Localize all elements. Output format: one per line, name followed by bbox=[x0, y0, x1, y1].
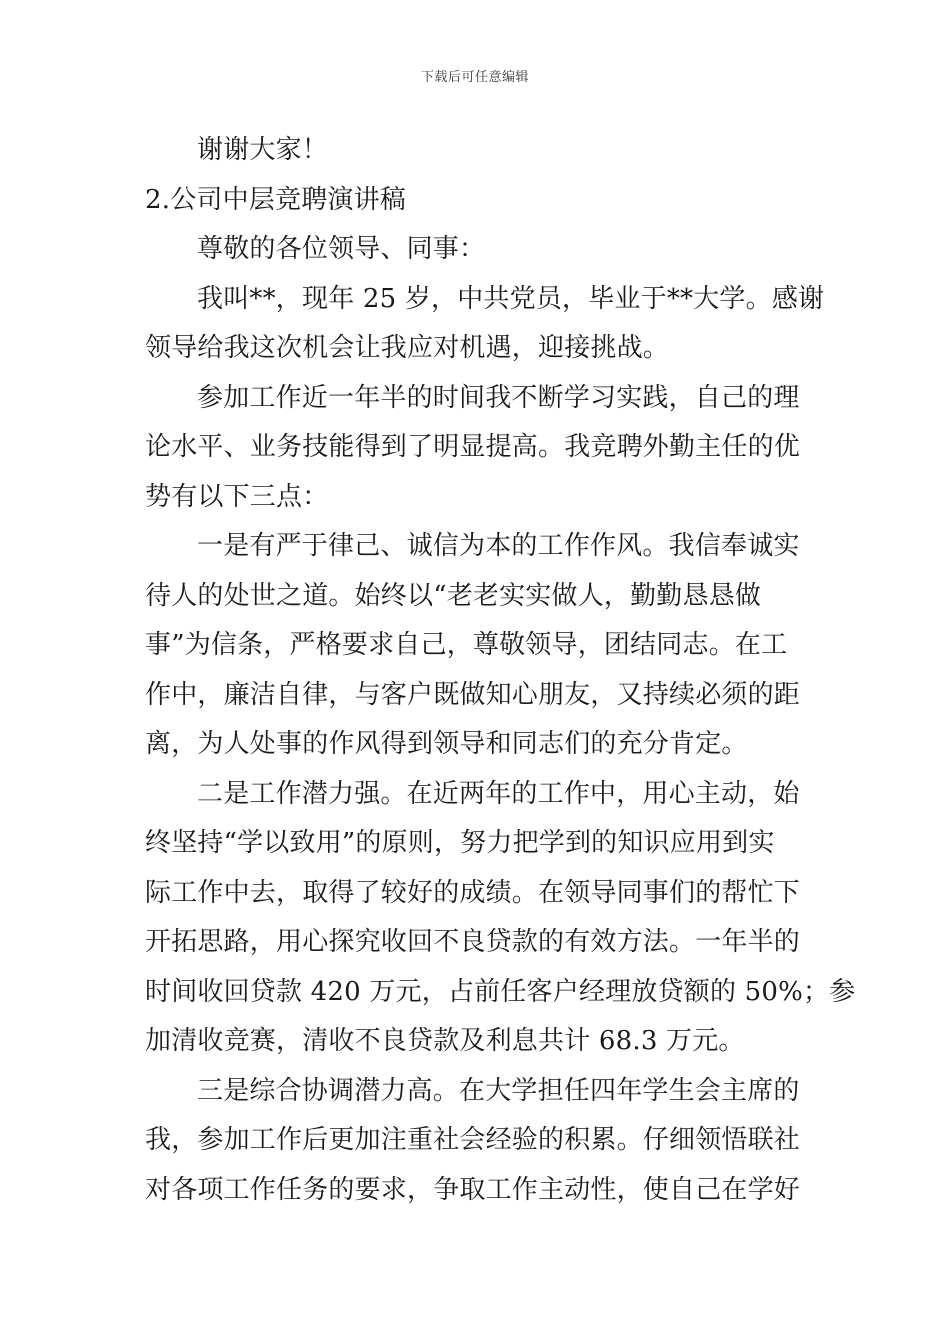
text-line: 谢谢大家！ bbox=[197, 135, 329, 165]
text-line: 事”为信条，严格要求自己，尊敬领导，团结同志。在工 bbox=[145, 630, 788, 660]
text-line: 我，参加工作后更加注重社会经验的积累。仔细领悟联社 bbox=[145, 1125, 801, 1155]
text-line: 我叫**，现年 25 岁，中共党员，毕业于**大学。感谢 bbox=[197, 283, 825, 314]
text-line: 尊敬的各位领导、同事： bbox=[197, 234, 486, 264]
text-line: 三是综合协调潜力高。在大学担任四年学生会主席的 bbox=[197, 1075, 800, 1106]
text-line: 领导给我这次机会让我应对机遇，迎接挑战。 bbox=[145, 333, 670, 363]
text-line: 时间收回贷款 420 万元，占前任客户经理放贷额的 50%；参 bbox=[145, 976, 856, 1007]
text-line: 开拓思路，用心探究收回不良贷款的有效方法。一年半的 bbox=[145, 927, 801, 957]
page-header: 下载后可任意编辑 bbox=[420, 70, 529, 85]
text-line: 对各项工作任务的要求，争取工作主动性，使自己在学好 bbox=[145, 1174, 801, 1205]
text-line: 作中，廉洁自律，与客户既做知心朋友，又持续必须的距 bbox=[145, 679, 801, 710]
text-line: 离，为人处事的作风得到领导和同志们的充分肯定。 bbox=[145, 729, 748, 759]
text-line: 势有以下三点： bbox=[145, 481, 329, 512]
section-heading: 2.公司中层竞聘演讲稿 bbox=[145, 184, 407, 215]
document-body bbox=[145, 126, 856, 1215]
text-line: 加清收竞赛，清收不良贷款及利息共计 68.3 万元。 bbox=[145, 1026, 745, 1056]
text-line: 论水平、业务技能得到了明显提高。我竞聘外勤主任的优 bbox=[145, 432, 801, 462]
text-line: 际工作中去，取得了较好的成绩。在领导同事们的帮忙下 bbox=[145, 877, 801, 908]
text-line: 终坚持“学以致用”的原则，努力把学到的知识应用到实 bbox=[145, 828, 775, 858]
text-line: 一是有严于律己、诚信为本的工作作风。我信奉诚实 bbox=[197, 531, 800, 561]
text-line: 二是工作潜力强。在近两年的工作中，用心主动，始 bbox=[197, 778, 800, 809]
text-line: 参加工作近一年半的时间我不断学习实践，自己的理 bbox=[197, 382, 800, 413]
text-line: 待人的处世之道。始终以“老老实实做人，勤勤恳恳做 bbox=[145, 580, 762, 611]
